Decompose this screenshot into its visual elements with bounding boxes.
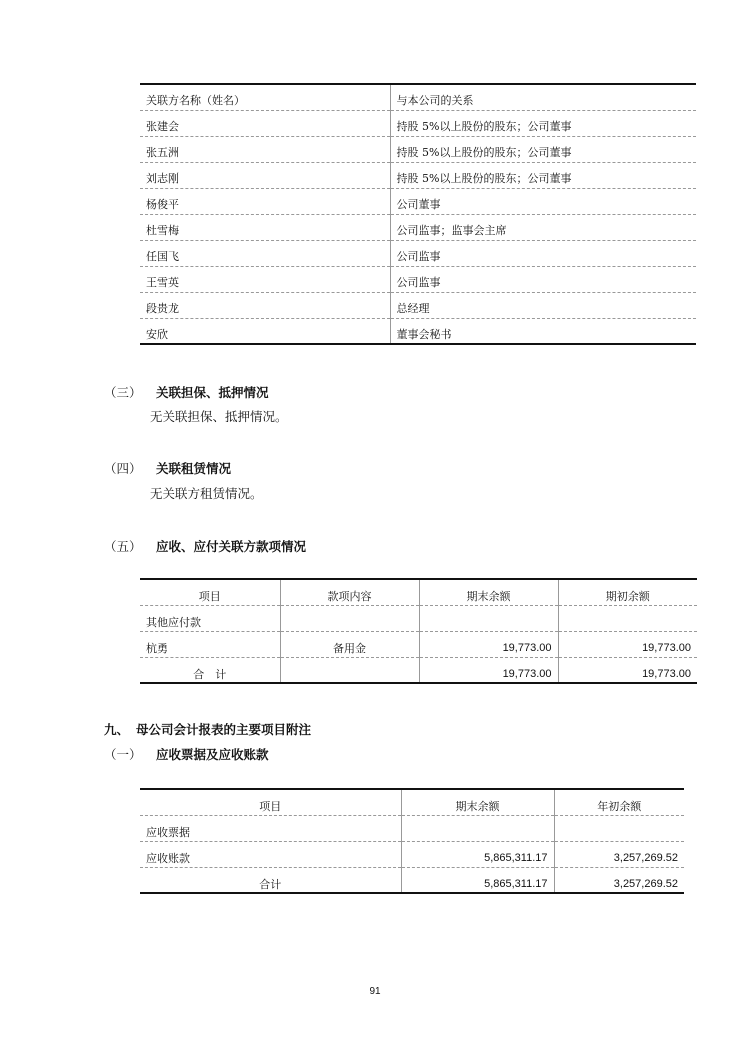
party-name-cell: 王雪英 bbox=[140, 266, 390, 292]
header-cell: 关联方名称（姓名） bbox=[140, 84, 390, 110]
page-number: 91 bbox=[369, 986, 381, 997]
header-cell: 期末余额 bbox=[401, 789, 554, 815]
section-4-text: 无关联方租赁情况。 bbox=[150, 486, 263, 501]
relationship-cell: 董事会秘书 bbox=[396, 327, 452, 341]
party-name-cell: 张五洲 bbox=[140, 136, 390, 162]
item-cell: 应收票据 bbox=[140, 815, 401, 841]
relationship-cell: 公司监事；监事会主席 bbox=[390, 214, 696, 240]
item-cell: 其他应付款 bbox=[140, 605, 280, 631]
table-row bbox=[140, 631, 697, 657]
table-row bbox=[140, 318, 696, 344]
party-name-cell: 任国飞 bbox=[140, 240, 390, 266]
header-cell: 项目 bbox=[140, 789, 401, 815]
party-name-cell: 张建会 bbox=[140, 110, 390, 136]
opening-balance-cell bbox=[558, 605, 697, 631]
content-cell: 备用金 bbox=[280, 631, 419, 657]
header-cell: 期末余额 bbox=[419, 579, 558, 605]
party-name-cell: 段贵龙 bbox=[140, 292, 390, 318]
section-9-1-number: （一） bbox=[104, 747, 142, 762]
table-row bbox=[140, 292, 696, 318]
table-row bbox=[140, 240, 696, 266]
content-cell bbox=[280, 605, 419, 631]
content-cell bbox=[280, 657, 419, 683]
table-row bbox=[140, 266, 696, 292]
closing-balance-cell bbox=[401, 815, 554, 841]
relationship-cell: 持股 5%以上股份的股东；公司董事 bbox=[390, 110, 696, 136]
item-cell: 杭勇 bbox=[140, 631, 280, 657]
section-5-number: （五） bbox=[104, 539, 142, 554]
table-header-row bbox=[140, 789, 684, 815]
closing-balance-cell bbox=[419, 605, 558, 631]
opening-balance-cell: 3,257,269.52 bbox=[554, 841, 684, 867]
header-cell: 年初余额 bbox=[554, 789, 684, 815]
closing-balance-cell: 19,773.00 bbox=[419, 657, 558, 683]
relationship-cell: 持股 5%以上股份的股东；公司董事 bbox=[390, 136, 696, 162]
party-name-cell: 杜雪梅 bbox=[140, 214, 390, 240]
header-cell: 项目 bbox=[140, 579, 280, 605]
table-row bbox=[140, 214, 696, 240]
table-row bbox=[140, 605, 697, 631]
table-row bbox=[140, 110, 696, 136]
header-cell: 款项内容 bbox=[280, 579, 419, 605]
related-parties-table bbox=[140, 83, 696, 345]
table-header-row bbox=[140, 84, 696, 110]
item-cell: 应收账款 bbox=[140, 841, 401, 867]
party-name-cell: 杨俊平 bbox=[140, 188, 390, 214]
party-name-cell: 安欣 bbox=[140, 318, 390, 344]
total-row bbox=[140, 657, 697, 683]
section-3-text: 无关联担保、抵押情况。 bbox=[150, 409, 288, 424]
relationship-cell: 持股 5%以上股份的股东；公司董事 bbox=[390, 162, 696, 188]
table-row bbox=[140, 136, 696, 162]
section-5-heading bbox=[104, 537, 504, 555]
section-3-number: （三） bbox=[104, 385, 142, 400]
closing-balance-cell: 19,773.00 bbox=[419, 631, 558, 657]
section-3-heading bbox=[104, 383, 404, 401]
opening-balance-cell: 3,257,269.52 bbox=[613, 877, 678, 890]
section-4-number: （四） bbox=[104, 461, 142, 476]
relationship-cell: 公司董事 bbox=[390, 188, 696, 214]
relationship-cell: 总经理 bbox=[390, 292, 696, 318]
relationship-cell: 公司监事 bbox=[390, 240, 696, 266]
section-9-1-heading bbox=[104, 745, 504, 763]
section-9-1-title: 应收票据及应收账款 bbox=[156, 747, 269, 762]
section-9-heading bbox=[104, 720, 504, 738]
closing-balance-cell: 5,865,311.17 bbox=[401, 867, 554, 893]
closing-balance-cell: 5,865,311.17 bbox=[401, 841, 554, 867]
opening-balance-cell: 19,773.00 bbox=[558, 631, 697, 657]
section-4-title: 关联租赁情况 bbox=[156, 461, 232, 476]
opening-balance-cell bbox=[554, 815, 684, 841]
opening-balance-cell: 19,773.00 bbox=[642, 667, 691, 680]
section-9-number: 九、 bbox=[104, 722, 130, 737]
table-row bbox=[140, 188, 696, 214]
table-row bbox=[140, 162, 696, 188]
relationship-cell: 公司监事 bbox=[390, 266, 696, 292]
table-row bbox=[140, 841, 684, 867]
parent-receivables-table bbox=[140, 788, 684, 894]
section-5-title: 应收、应付关联方款项情况 bbox=[156, 539, 307, 554]
section-4-heading bbox=[104, 459, 404, 477]
related-receivables-table bbox=[140, 578, 697, 684]
header-cell: 与本公司的关系 bbox=[390, 84, 696, 110]
section-9-title: 母公司会计报表的主要项目附注 bbox=[136, 722, 312, 737]
party-name-cell: 刘志刚 bbox=[140, 162, 390, 188]
section-3-title: 关联担保、抵押情况 bbox=[156, 385, 269, 400]
header-cell: 期初余额 bbox=[558, 579, 697, 605]
table-row bbox=[140, 815, 684, 841]
table-header-row bbox=[140, 579, 697, 605]
total-label-cell: 合计 bbox=[140, 867, 401, 893]
total-row bbox=[140, 867, 684, 893]
total-label-cell: 合 计 bbox=[140, 657, 280, 683]
